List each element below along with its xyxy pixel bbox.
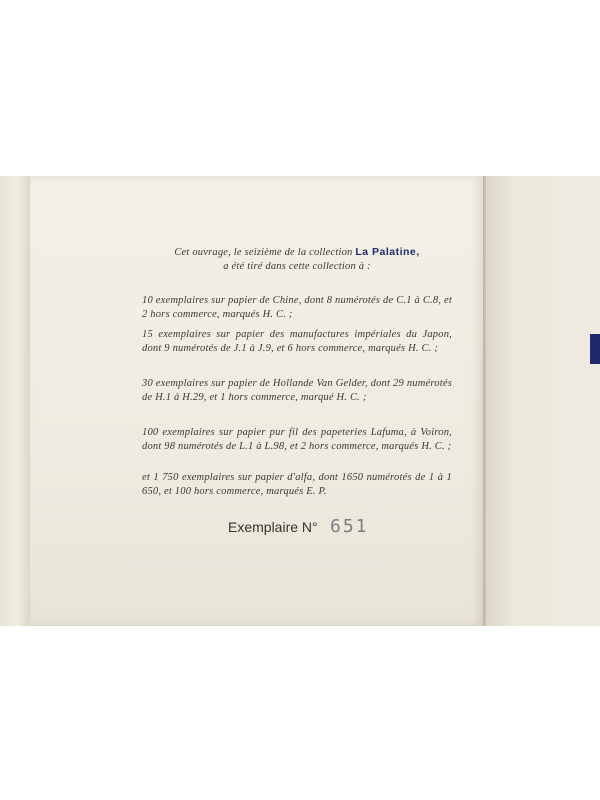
edition-item-japon: 15 exemplaires sur papier des manufactures impériales du Japon, dont 9 numérotés de J.1 à J.9, et 6 hors commerce, marqués H. C. ; (142, 329, 452, 354)
page-edges-left (0, 176, 31, 626)
collection-name: La Palatine, (355, 246, 420, 258)
edition-item-chine: 10 exemplaires sur papier de Chine, dont 8 numérotés de C.1 à C.8, et 2 hors commerce, marqués H. C. ; (142, 295, 452, 320)
intro-text-before: Cet ouvrage, le seizième de la collection (174, 247, 356, 258)
edition-item-hollande: 30 exemplaires sur papier de Hollande Van Gelder, dont 29 numérotés de H.1 à H.29, et 1 hors commerce, marqué H. C. ; (142, 378, 452, 403)
edition-item-lafuma: 100 exemplaires sur papier pur fil des papeteries Lafuma, à Voiron, dont 98 numérotés de L.1 à L.98, et 2 hors commerce, marqués H. C. ; (142, 427, 452, 452)
edition-item-alfa: et 1 750 exemplaires sur papier d'alfa, dont 1650 numérotés de 1 à 1 650, et 100 hors commerce, marqués E. P. (142, 472, 452, 497)
intro-text-after: a été tiré dans cette collection à : (223, 260, 371, 272)
colophon-intro (142, 246, 452, 273)
exemplaire-number-stamp: 651 (330, 516, 369, 537)
exemplaire-label: Exemplaire N° (228, 519, 318, 535)
facing-page-letter-fragment (590, 334, 600, 364)
facing-page (486, 176, 600, 626)
